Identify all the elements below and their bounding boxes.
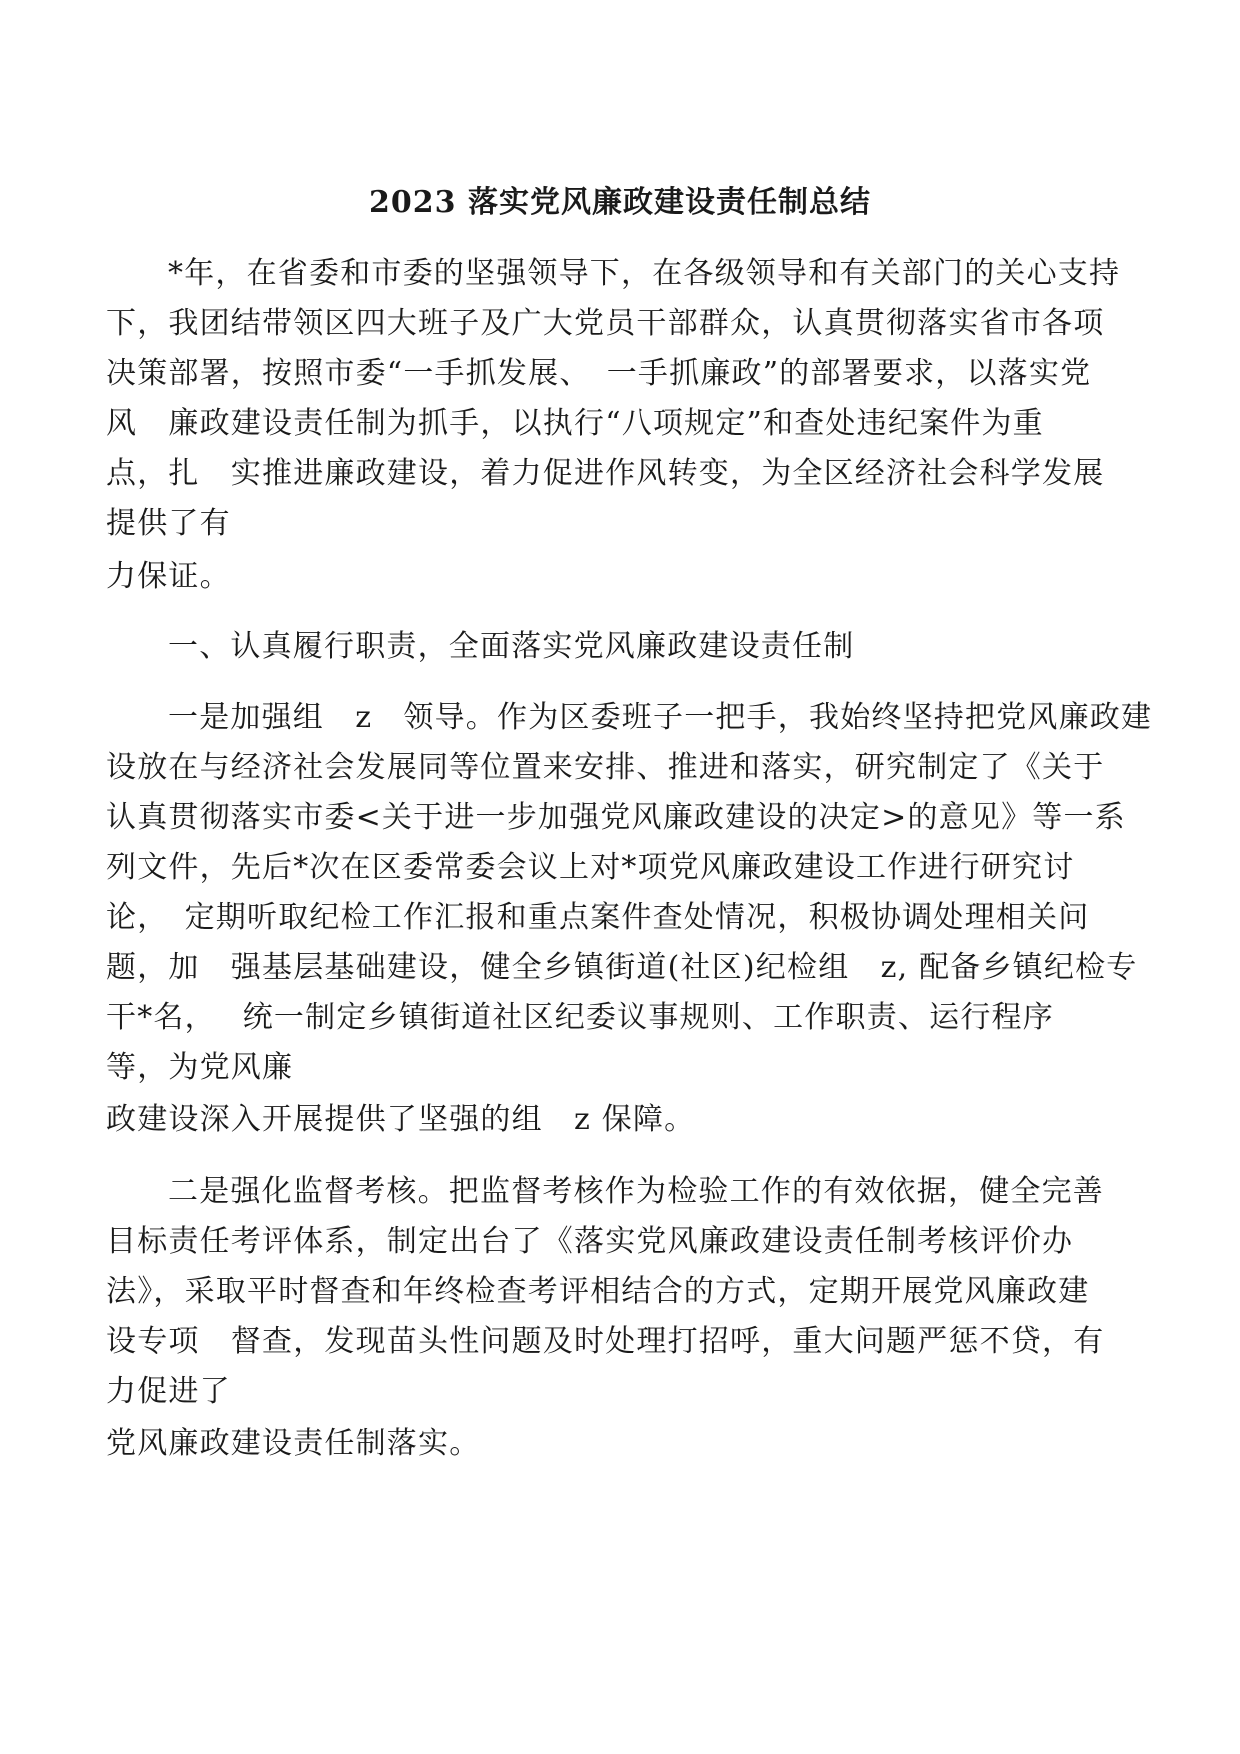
- paragraph-line: 提供了有: [106, 506, 231, 541]
- paragraph-line: 下，我团结带领区四大班子及广大党员干部群众，认真贯彻落实省市各项: [106, 306, 1105, 341]
- document-title: 2023 落实党风廉政建设责任制总结: [369, 185, 871, 220]
- paragraph-line: 认真贯彻落实市委<关于进一步加强党风廉政建设的决定>的意见》等一系: [106, 800, 1126, 835]
- paragraph-line: 论， 定期听取纪检工作汇报和重点案件查处情况，积极协调处理相关问: [106, 900, 1090, 935]
- paragraph-line: 风 廉政建设责任制为抓手，以执行“八项规定”和查处违纪案件为重: [106, 406, 1044, 441]
- paragraph-line: *年，在省委和市委的坚强领导下，在各级领导和有关部门的关心支持: [168, 256, 1121, 291]
- paragraph-line: 法》，采取平时督查和年终检查考评相结合的方式，定期开展党风廉政建: [106, 1274, 1090, 1309]
- paragraph-line: 二是强化监督考核。把监督考核作为检验工作的有效依据，健全完善: [168, 1174, 1104, 1209]
- paragraph-line: 一是加强组 z 领导。作为区委班子一把手，我始终坚持把党风廉政建: [168, 700, 1153, 735]
- paragraph-line: 设放在与经济社会发展同等位置来安排、推进和落实，研究制定了《关于: [106, 750, 1105, 785]
- section-heading: 一、认真履行职责，全面落实党风廉政建设责任制: [168, 629, 855, 664]
- paragraph-line: 点，扎 实推进廉政建设，着力促进作风转变，为全区经济社会科学发展: [106, 456, 1105, 491]
- paragraph-line: 力促进了: [106, 1374, 231, 1409]
- paragraph-line: 设专项 督查，发现苗头性问题及时处理打招呼，重大问题严惩不贷，有: [106, 1324, 1105, 1359]
- paragraph-line: 决策部署，按照市委“一手抓发展、 一手抓廉政”的部署要求，以落实党: [106, 356, 1092, 391]
- paragraph-line: 等，为党风廉: [106, 1050, 294, 1085]
- paragraph-line: 题，加 强基层基础建设，健全乡镇街道(社区)纪检组 z, 配备乡镇纪检专: [106, 950, 1138, 985]
- paragraph-line: 力保证。: [106, 559, 231, 594]
- paragraph-line: 列文件，先后*次在区委常委会议上对*项党风廉政建设工作进行研究讨: [106, 850, 1075, 885]
- paragraph-line: 政建设深入开展提供了坚强的组 z 保障。: [106, 1102, 696, 1137]
- paragraph-line: 党风廉政建设责任制落实。: [106, 1426, 481, 1461]
- paragraph-line: 干*名， 统一制定乡镇街道社区纪委议事规则、工作职责、运行程序: [106, 1000, 1054, 1035]
- paragraph-line: 目标责任考评体系，制定出台了《落实党风廉政建设责任制考核评价办: [106, 1224, 1074, 1259]
